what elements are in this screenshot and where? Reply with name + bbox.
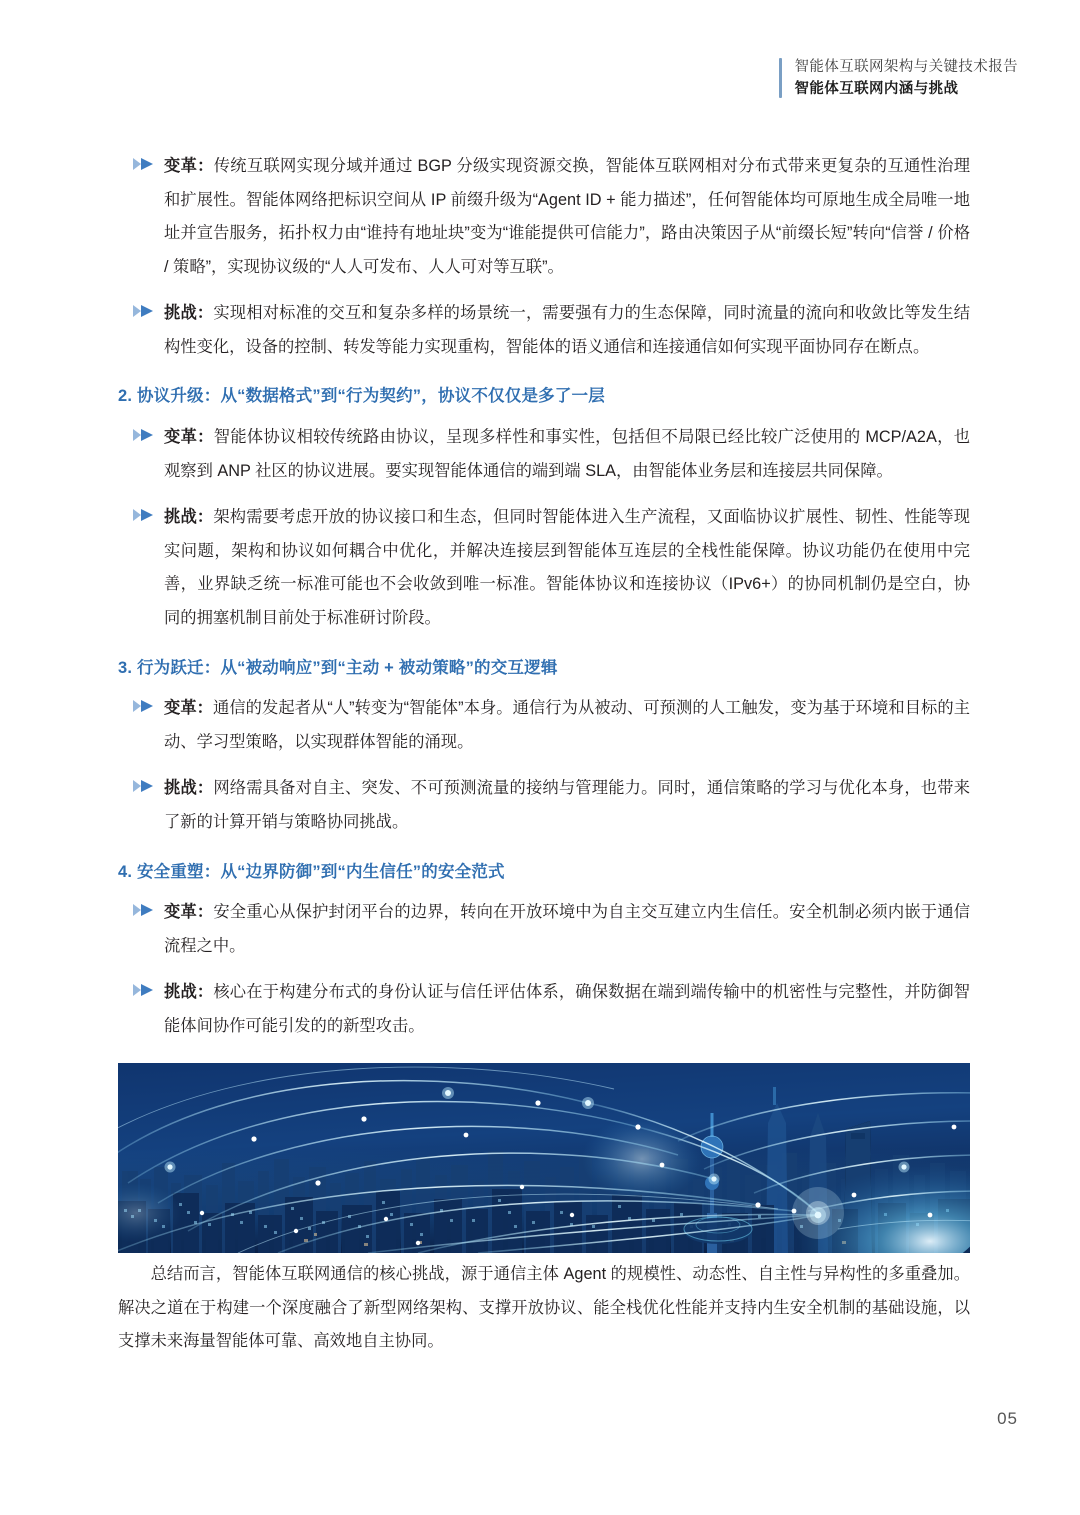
bullet-lead-label: 变革： [164, 699, 214, 718]
bullet-text [164, 150, 970, 284]
bullet-body-text: 网络需具备对自主、突发、不可预测流量的接纳与管理能力。同时，通信策略的学习与优化本身，也带来了新的计算开销与策略协同挑战。 [164, 779, 970, 831]
bullet-block [118, 896, 970, 963]
bullet-block [118, 692, 970, 759]
bullet-lead-label: 挑战： [164, 508, 214, 527]
header-text-group [795, 58, 1019, 98]
city-network-illustration [118, 1063, 970, 1253]
bullet-block [118, 772, 970, 839]
closing-paragraph-wrap [118, 1258, 970, 1359]
bullet-lead-label: 变革： [164, 157, 214, 175]
bullet-body-text: 实现相对标准的交互和复杂多样的场景统一，需要强有力的生态保障，同时流量的流向和收敛比等发生结构性变化，设备的控制、转发等能力实现重构，智能体的语义通信和连接通信如何实现平面协同存在断点。 [164, 304, 970, 356]
bullet-lead-label: 变革： [164, 903, 214, 922]
section-heading: 2. 协议升级：从“数据格式”到“行为契约”，协议不仅仅是多了一层 [118, 387, 605, 406]
bullet-body-text: 安全重心从保护封闭平台的边界，转向在开放环境中为自主交互建立内生信任。安全机制必须内嵌于通信流程之中。 [164, 903, 970, 955]
bullet-body-text: 通信的发起者从“人”转变为“智能体”本身。通信行为从被动、可预测的人工触发，变为基于环境和目标的主动、学习型策略，以实现群体智能的涌现。 [164, 699, 970, 751]
header-accent-rule [779, 58, 782, 98]
closing-paragraph: 总结而言，智能体互联网通信的核心挑战，源于通信主体 Agent 的规模性、动态性、自主性与异构性的多重叠加。解决之道在于构建一个深度融合了新型网络架构、支撑开放协议、能全栈优化性能并支持内生安全机制的基础设施，以支撑未来海量智能体可靠、高效地自主协同。 [118, 1265, 970, 1351]
header-report-title: 智能体互联网架构与关键技术报告 [794, 59, 1018, 75]
bullet-block [118, 150, 970, 284]
bullet-text [164, 421, 970, 488]
triangle-arrow-icon [132, 983, 154, 997]
page-number: 05 [997, 1409, 1018, 1428]
bullet-lead-label: 挑战： [164, 779, 214, 798]
bullet-block [118, 297, 970, 364]
bullet-text [164, 692, 970, 759]
bullet-text [164, 976, 970, 1043]
triangle-arrow-icon [132, 903, 154, 917]
bullet-text [164, 501, 970, 635]
page-content [118, 150, 970, 1057]
triangle-arrow-icon [132, 428, 154, 442]
bullet-text [164, 772, 970, 839]
header-chapter-title: 智能体互联网内涵与挑战 [794, 81, 959, 98]
bullet-lead-label: 挑战： [164, 304, 214, 323]
bullet-lead-label: 变革： [164, 428, 214, 447]
bullet-body-text: 传统互联网实现分域并通过 BGP 分级实现资源交换，智能体互联网相对分布式带来更复杂的互通性治理和扩展性。智能体网络把标识空间从 IP 前缀升级为“Agent ID + 能力描述”，任何智能体均可原地生成全局唯一地址并宣告服务，拓扑权力由“谁持有地址块”变为“谁能提供可信能力”，路由决策因子从“前缀长短”转向“信誉 / 价格 / 策略”，实现协议级的“人人可发布、人人可对等互联”。 [164, 157, 970, 276]
triangle-arrow-icon [132, 508, 154, 522]
city-network-figure [118, 1063, 970, 1253]
bullet-lead-label: 挑战： [164, 983, 214, 1002]
bullet-body-text: 架构需要考虑开放的协议接口和生态，但同时智能体进入生产流程，又面临协议扩展性、韧性、性能等现实问题，架构和协议如何耦合中优化，并解决连接层到智能体互连层的全栈性能保障。协议功能仍在使用中完善，业界缺乏统一标准可能也不会收敛到唯一标准。智能体协议和连接协议（IPv6+）的协同机制仍是空白，协同的拥塞机制目前处于标准研讨阶段。 [164, 508, 970, 627]
triangle-arrow-icon [132, 157, 154, 171]
bullet-block [118, 501, 970, 635]
triangle-arrow-icon [132, 779, 154, 793]
bullet-text [164, 896, 970, 963]
bullet-block [118, 421, 970, 488]
section-heading: 4. 安全重塑：从“边界防御”到“内生信任”的安全范式 [118, 862, 505, 881]
triangle-arrow-icon [132, 699, 154, 713]
section-heading: 3. 行为跃迁：从“被动响应”到“主动 + 被动策略”的交互逻辑 [118, 658, 558, 677]
bullet-body-text: 智能体协议相较传统路由协议，呈现多样性和事实性，包括但不局限已经比较广泛使用的 MCP/A2A，也观察到 ANP 社区的协议进展。要实现智能体通信的端到端 SLA，由智能体业务层和连接层共同保障。 [164, 428, 970, 480]
bullet-body-text: 核心在于构建分布式的身份认证与信任评估体系，确保数据在端到端传输中的机密性与完整性，并防御智能体间协作可能引发的的新型攻击。 [164, 983, 970, 1035]
triangle-arrow-icon [132, 304, 154, 318]
bullet-block [118, 976, 970, 1043]
page-running-header [779, 58, 1019, 98]
bullet-text [164, 297, 970, 364]
